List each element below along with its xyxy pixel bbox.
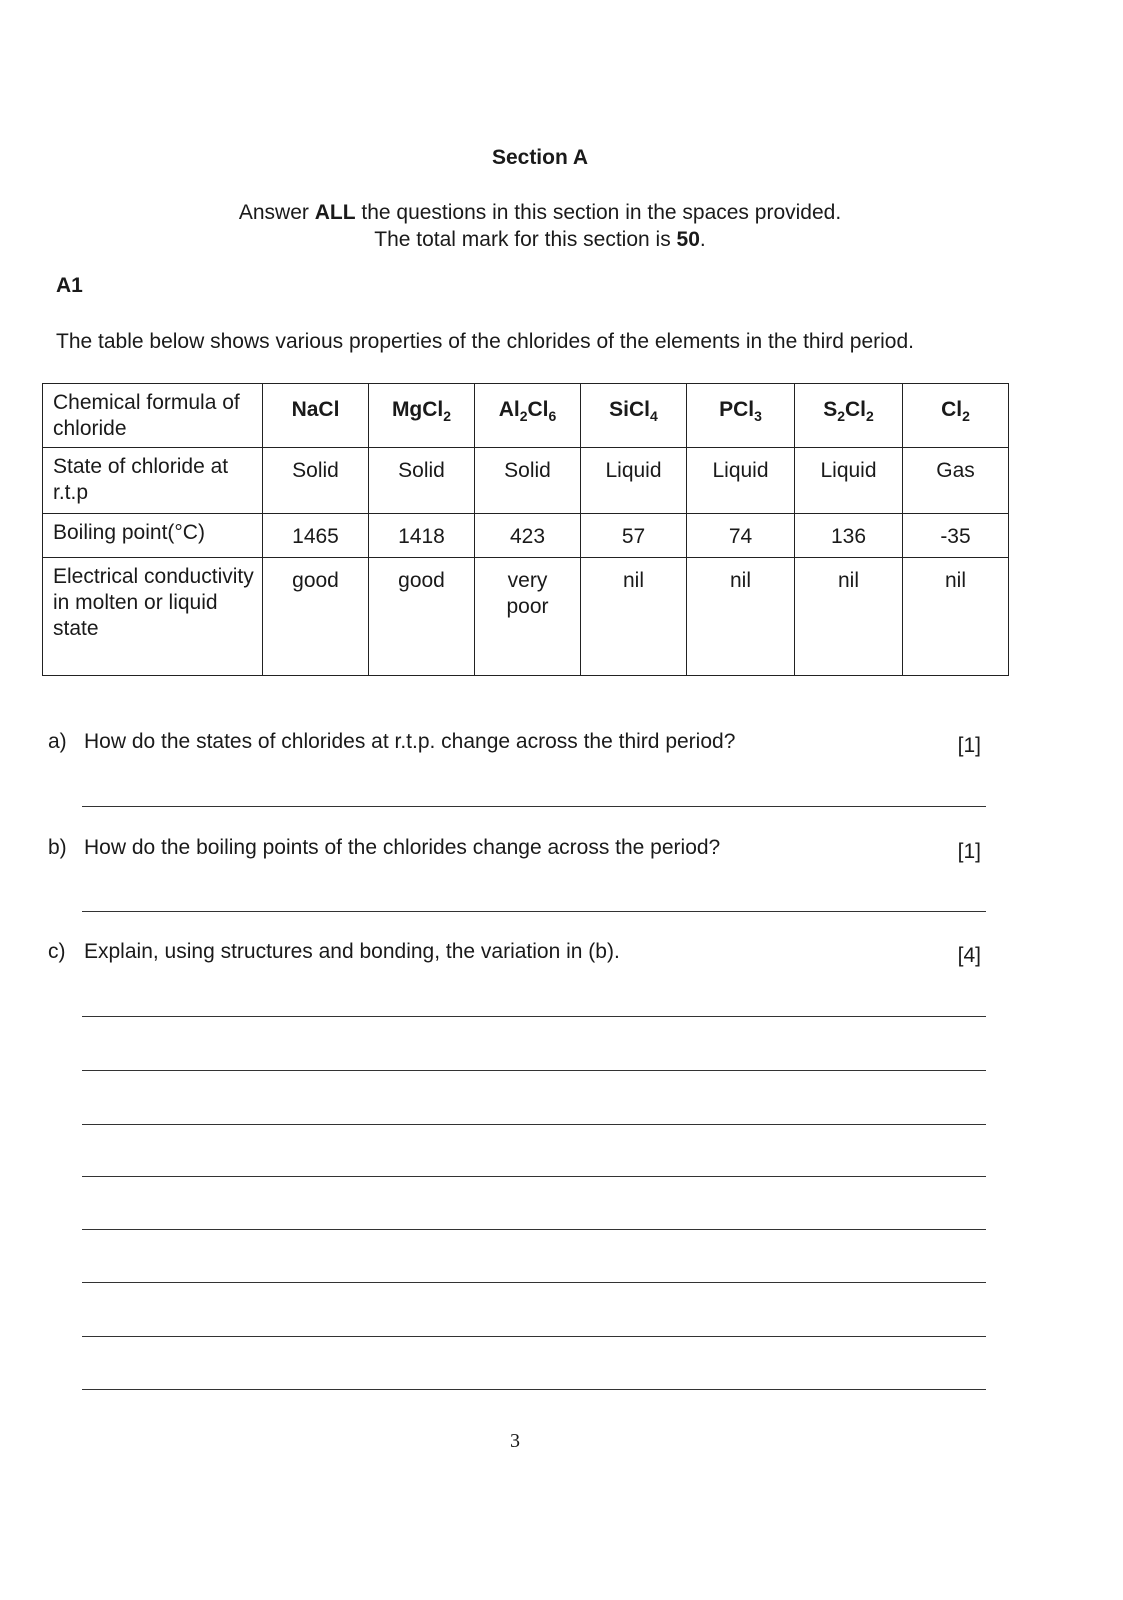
- formula-s2cl2: $S_2Cl_2$: [795, 384, 903, 448]
- table-cell: Liquid: [581, 448, 687, 514]
- question-mark: [1]: [957, 734, 981, 757]
- question-a: [48, 730, 983, 757]
- table-cell: Liquid: [795, 448, 903, 514]
- table-cell: Gas: [903, 448, 1009, 514]
- table-cell: very poor: [475, 558, 581, 676]
- table-cell: 1418: [369, 514, 475, 558]
- answer-line-c-1[interactable]: [82, 1016, 986, 1017]
- question-letter: a): [48, 730, 67, 753]
- answer-line-c-6[interactable]: [82, 1282, 986, 1283]
- instructions-line-1: Answer ALL the questions in this section in the spaces provided.: [238, 201, 842, 224]
- question-letter: b): [48, 836, 67, 859]
- answer-line-a[interactable]: [82, 806, 986, 807]
- table-cell: Solid: [263, 448, 369, 514]
- table-cell: Liquid: [687, 448, 795, 514]
- answer-line-b[interactable]: [82, 911, 986, 912]
- formula-nacl: NaCl: [263, 384, 369, 448]
- table-cell: 74: [687, 514, 795, 558]
- row-label-formula: Chemical formula of chloride: [43, 384, 263, 448]
- question-b: [48, 836, 983, 863]
- formula-pcl3: PCl$_3$: [687, 384, 795, 448]
- table-row-formula: [43, 384, 1009, 448]
- row-label-conductivity: Electrical conductivity in molten or liquid state: [43, 558, 263, 676]
- table-cell: good: [369, 558, 475, 676]
- formula-al2cl6: $Al_2Cl_6$: [475, 384, 581, 448]
- table-cell: Solid: [369, 448, 475, 514]
- question-text: Explain, using structures and bonding, the variation in (b).: [84, 940, 620, 963]
- chloride-properties-table: [42, 383, 1009, 676]
- instructions: [0, 199, 1080, 253]
- question-letter: c): [48, 940, 66, 963]
- page-number: 3: [510, 1430, 520, 1452]
- question-intro: The table below shows various properties of the chlorides of the elements in the third period.: [56, 330, 914, 353]
- table-row-state: [43, 448, 1009, 514]
- question-mark: [4]: [957, 944, 981, 967]
- question-number: A1: [56, 274, 83, 297]
- instructions-line-2: The total mark for this section is 50.: [374, 228, 706, 251]
- table-cell: nil: [687, 558, 795, 676]
- question-c: [48, 940, 983, 967]
- table-cell: Solid: [475, 448, 581, 514]
- table-cell: nil: [903, 558, 1009, 676]
- answer-line-c-8[interactable]: [82, 1389, 986, 1390]
- formula-mgcl2: MgCl$_2$: [369, 384, 475, 448]
- answer-line-c-5[interactable]: [82, 1229, 986, 1230]
- formula-cl2: $Cl_2$: [903, 384, 1009, 448]
- question-text: How do the boiling points of the chlorides change across the period?: [84, 836, 721, 859]
- section-title: Section A: [491, 146, 589, 169]
- table-cell: nil: [795, 558, 903, 676]
- table-cell: 423: [475, 514, 581, 558]
- table-row-boiling-point: [43, 514, 1009, 558]
- table-cell: good: [263, 558, 369, 676]
- table-cell: nil: [581, 558, 687, 676]
- answer-line-c-7[interactable]: [82, 1336, 986, 1337]
- table-row-conductivity: [43, 558, 1009, 676]
- table-cell: 136: [795, 514, 903, 558]
- answer-line-c-4[interactable]: [82, 1176, 986, 1177]
- question-mark: [1]: [957, 840, 981, 863]
- formula-sicl4: SiCl$_4$: [581, 384, 687, 448]
- table-cell: -35: [903, 514, 1009, 558]
- row-label-state: State of chloride at r.t.p: [43, 448, 263, 514]
- question-text: How do the states of chlorides at r.t.p. change across the third period?: [84, 730, 736, 753]
- row-label-boiling-point: Boiling point(°C): [43, 514, 263, 558]
- table-cell: 1465: [263, 514, 369, 558]
- answer-line-c-2[interactable]: [82, 1070, 986, 1071]
- table-cell: 57: [581, 514, 687, 558]
- answer-line-c-3[interactable]: [82, 1124, 986, 1125]
